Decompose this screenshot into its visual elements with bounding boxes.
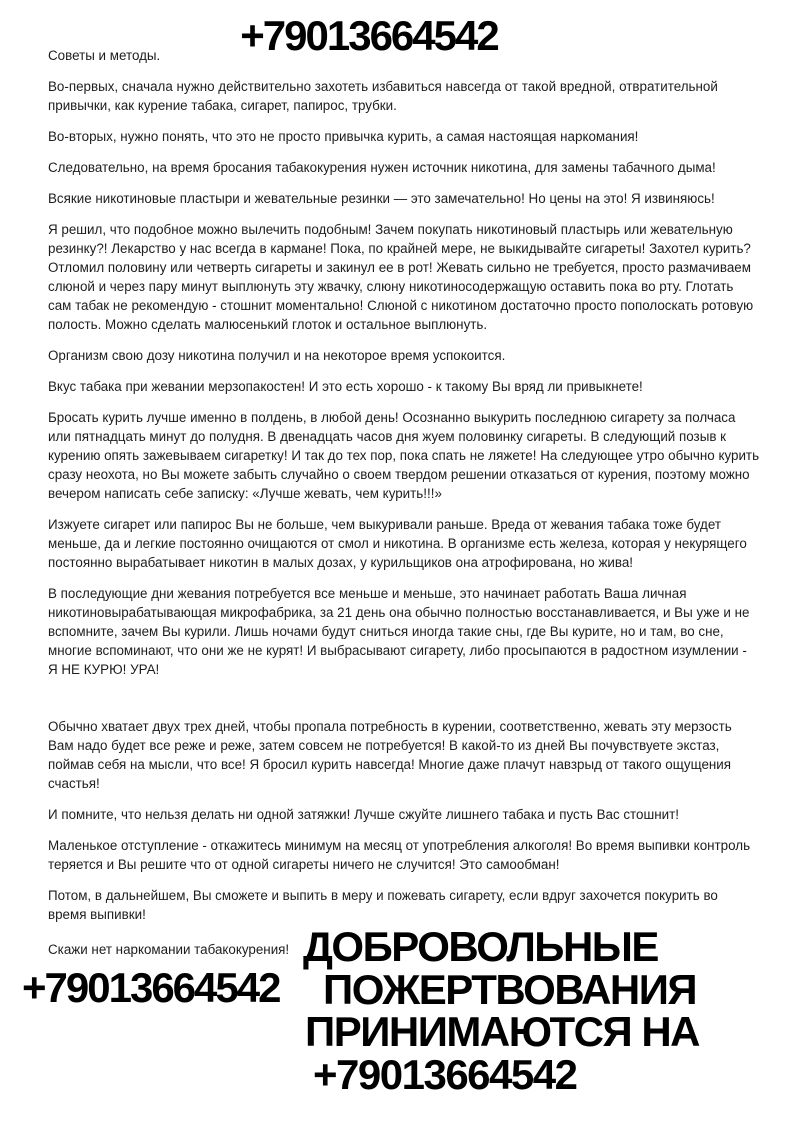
donation-line: ДОБРОВОЛЬНЫЕ [303, 923, 658, 970]
paragraph: Вкус табака при жевании мерзопакостен! И это есть хорошо - к такому Вы вряд ли привыкнете! [48, 379, 643, 394]
paragraph: Во-первых, сначала нужно действительно захотеть избавиться навсегда от такой вредной, отвратительной привычки, как курение табака, сигарет, папирос, трубки. [48, 79, 718, 113]
paragraph: И помните, что нельзя делать ни одной затяжки! Лучше сжуйте лишнего табака и пусть Вас стошнит! [48, 807, 679, 822]
header-phone-number: +79013664542 [240, 12, 498, 59]
paragraph: Маленькое отступление - откажитесь минимум на месяц от употребления алкоголя! Во время выпивки контроль теряется и Вы решите что от одной сигареты ничего не случится! Это самообман! [48, 838, 751, 872]
footer-phone-number: +79013664542 [22, 964, 280, 1011]
paragraph: Потом, в дальнейшем, Вы сможете и выпить в меру и пожевать сигарету, если вдруг захочется покурить во время выпивки! [48, 888, 718, 922]
donation-block [303, 923, 699, 1098]
article-body [48, 46, 760, 936]
paragraph: Бросать курить лучше именно в полдень, в любой день! Осознанно выкурить последнюю сигарету за полчаса или пятнадцать минут до полудня. В двенадцать часов дня жуем половинку сигареты. В следующий позыв к курению опять зажевываем сигаретку! И так до тех пор, пока спать не ляжете! На следующее утро обычно курить сразу неохота, но Вы можете забыть случайно о своем твердом решении отказаться от курения, поэтому можно вечером написать себе записку: «Лучше жевать, чем курить!!!» [48, 410, 760, 501]
paragraph: В последующие дни жевания потребуется все меньше и меньше, это начинает работать Ваша личная никотиновырабатывающая микрофабрика, за 21 день она обычно полностью восстанавливается, и Вы уже и не вспомните, зачем Вы курили. Лишь ночами будут сниться иногда такие сны, где Вы курите, но и там, во сне, многие вспоминают, что они же не курят! И выбрасывают сигарету, либо просыпаются в радостном изумлении - Я НЕ КУРЮ! УРА! [48, 586, 750, 677]
intro-line: Советы и методы. [48, 48, 161, 63]
paragraph: Во-вторых, нужно понять, что это не просто привычка курить, а самая настоящая наркомания! [48, 129, 639, 144]
slogan-line: Скажи нет наркомании табакокурения! [48, 942, 290, 957]
paragraph: Всякие никотиновые пластыри и жевательные резинки — это замечательно! Но цены на это! Я извиняюсь! [48, 191, 715, 206]
paragraph: Следовательно, на время бросания табакокурения нужен источник никотина, для замены табачного дыма! [48, 160, 716, 175]
paragraph: Обычно хватает двух трех дней, чтобы пропала потребность в курении, соответственно, жевать эту мерзость Вам надо будет все реже и реже, затем совсем не потребуется! В какой-то из дней Вы почувствуете экстаз, поймав себя на мысли, что все! Я бросил курить навсегда! Многие даже плачут навзрыд от такого ощущения счастья! [48, 719, 732, 791]
paragraph: Организм свою дозу никотина получил и на некоторое время успокоится. [48, 348, 506, 363]
donation-line: ПОЖЕРТВОВАНИЯ [323, 965, 697, 1013]
donation-phone-number: +79013664542 [313, 1050, 577, 1098]
paragraph: Я решил, что подобное можно вылечить подобным! Зачем покупать никотиновый пластырь или жевательную резинку?! Лекарство у нас всегда в кармане! Пока, по крайней мере, не выкидывайте сигареты! Захотел курить? Отломил половину или четверть сигареты и закинул ее в рот! Жевать сильно не требуется, просто размачиваем слюной и через пару минут выплюнуть эту жвачку, слюну никотиносодержащую оставить пока во рту. Глотать сам табак не рекомендую - стошнит моментально! Слюной с никотином достаточно просто пополоскать ротовую полость. Можно сделать малюсенький глоток и остальное выплюнуть. [48, 222, 754, 332]
donation-line: ПРИНИМАЮТСЯ НА [305, 1008, 699, 1055]
paragraph: Изжуете сигарет или папирос Вы не больше, чем выкуривали раньше. Вреда от жевания табака тоже будет меньше, да и легкие постоянно очищаются от смол и никотина. В организме есть железа, которая у некурящего постоянно вырабатывает никотин в малых дозах, у курильщиков она атрофирована, но жива! [48, 517, 747, 570]
